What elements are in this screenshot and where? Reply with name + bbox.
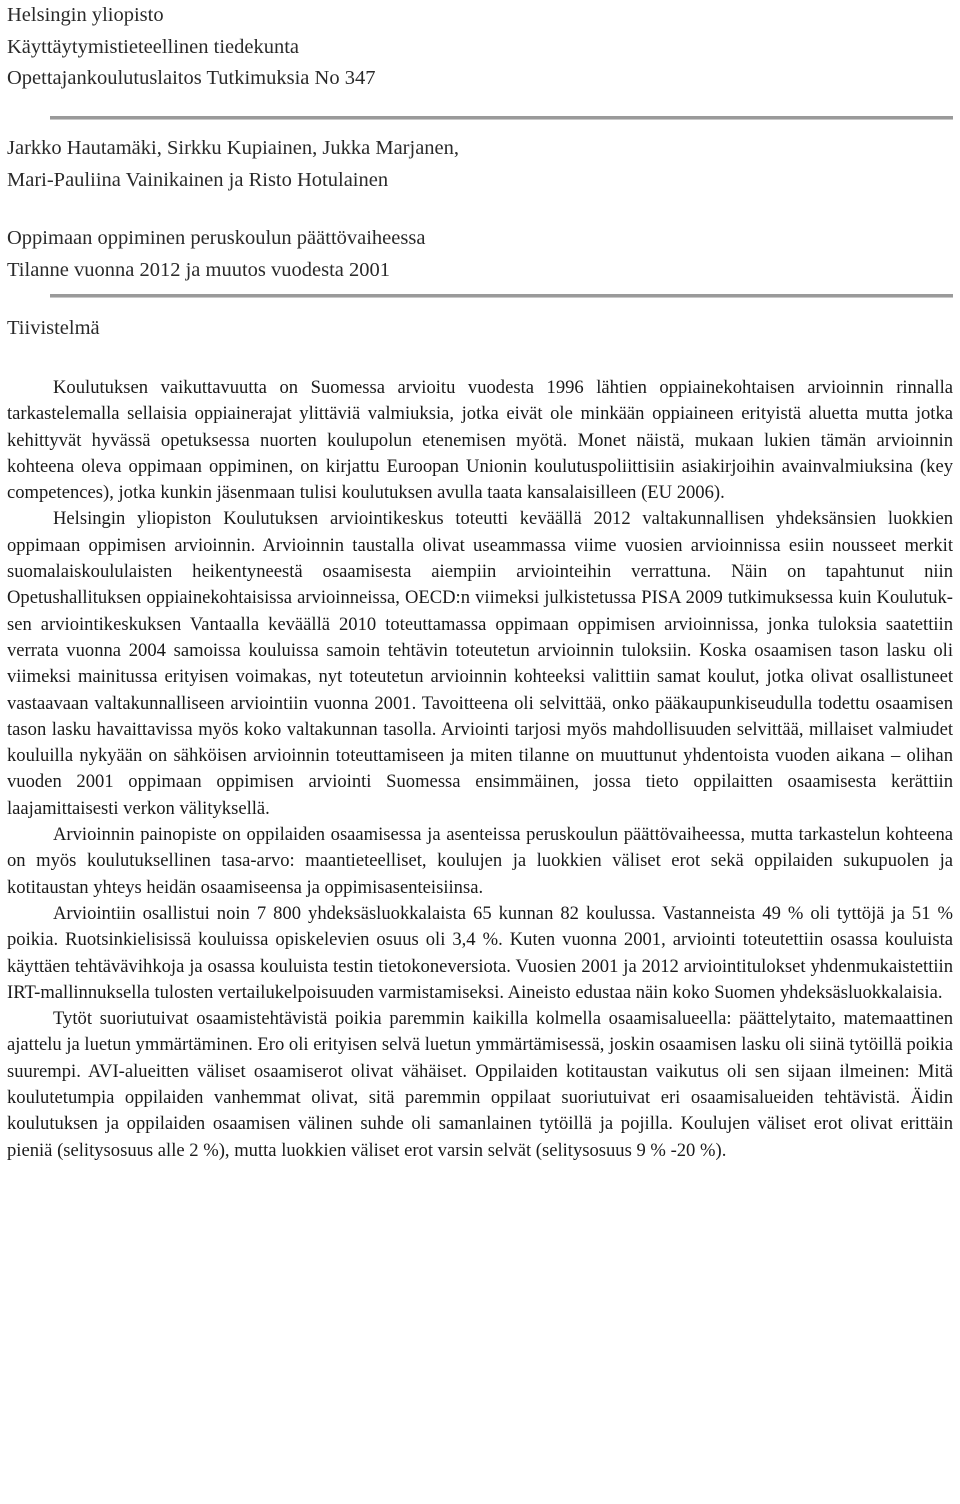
authors-line-1: Jarkko Hautamäki, Sirkku Kupiainen, Jukka Marjanen, <box>7 137 460 159</box>
bottom-divider <box>50 294 953 298</box>
faculty-name: Käyttäytymistieteellinen tiedekunta <box>7 35 300 58</box>
paragraph-1: Koulutuksen vaikuttavuutta on Suomessa arvioitu vuodesta 1996 lähtien oppiainekohtaisen arvioinnin rinnalla tarkastelemalla sellaisia oppiainerajat ylittäviä valmiuksia, jotka eivät ole minkään oppiaineen erityistä aluetta mutta jotka kehittyvät hyvässä opetuksessa nuorten koulupolun etenemisen myötä. Monet näistä, mukaan lukien tämän arvioinnin kohteena oleva oppimaan oppiminen, on kirjattu Euroopan Unionin koulutuspoliittisiin asiakirjoihin avainvalmiuksina (key competences), jotka kunkin jäsenmaan tulisi koulutuksen avulla taata kansalaisilleen (EU 2006). <box>7 377 953 504</box>
authors-line-2: Mari-Pauliina Vainikainen ja Risto Hotulainen <box>7 168 389 191</box>
section-heading: Tiivistelmä <box>7 317 100 339</box>
publisher-block <box>7 0 375 95</box>
document-subtitle: Tilanne vuonna 2012 ja muutos vuodesta 2001 <box>7 258 391 281</box>
series-name: Opettajankoulutuslaitos Tutkimuksia No 347 <box>7 67 376 89</box>
paragraph-5: Tytöt suoriutuivat osaamistehtävistä poikia paremmin kaikilla kolmella osaamisalueella: päättelytaito, matemaattinen ajattelu ja luetun ymmärtäminen. Ero oli erityisen selvä luetun ymmärtämisessä, joskin osaamisen lasku oli siinä tytöillä poikia suurempi. AVI-alueitten väliset osaamiserot olivat vähäiset. Oppilaiden kotitaustan vaikutus oli sen sijaan ilmeinen: Mitä koulutetumpia oppilaiden vanhemmat olivat, sitä paremmin oppilaat suoriutuivat eri osaamisalueiden tehtävistä. Äidin koulutuksen ja oppilaiden osaamisen välinen suhde oli samanlainen tytöillä ja pojilla. Koulujen väliset erot olivat erittäin pieniä (selitysosuus alle 2 %), mutta luokkien väliset erot varsin selvät (selitysosuus 9 % -20 %). <box>7 1008 954 1161</box>
title-block <box>7 223 425 286</box>
top-divider <box>50 116 953 120</box>
section-heading-block <box>7 313 100 345</box>
authors-block <box>7 133 459 196</box>
university-name: Helsingin yliopisto <box>7 4 164 26</box>
paragraph-3: Arvioinnin painopiste on oppilaiden osaamisessa ja asenteissa peruskoulun päättövaiheessa, mutta tarkastelun kohteena on myös koulutuksellinen tasa-arvo: maantieteelliset, koulujen ja luokkien väliset erot sekä oppilaiden sukupuolen ja kotitaustan yhteys heidän osaamiseensa ja oppimisasenteisiinsa. <box>7 824 953 898</box>
document-title: Oppimaan oppiminen peruskoulun päättövaiheessa <box>7 227 426 249</box>
paragraph-2: Helsingin yliopiston Koulutuksen arviointikeskus toteutti keväällä 2012 valtakunnallisen yhdeksänsien luokkien oppimaan oppimisen arvioinnin. Arvioinnin taustalla olivat useammassa viime vuosien arvioinnissa esiin nousseet merkit suomalaiskoululaisten heikentyneestä osaamisesta aiempiin arviointeihin verrattuna. Näin on tapahtunut niin Opetushallituksen oppiainekohtaisissa arvioinneissa, OECD:n viimeksi julkistetussa PISA 2009 tutkimuksessa kuin Koulutuksen arviointikeskuksen Vantaalla keväällä 2010 toteuttamassa oppimaan oppimisen arvioinnissa, jonka tuloksia saatettiin verrata vuonna 2004 samoissa kouluissa samoin tehtävin toteutetun arvioinnin tuloksiin. Koska osaamisen tason lasku oli viimeksi mainitussa erityisen voimakas, nyt toteutetun arvioinnin kohteeksi valittiin samat koulut, jotka olivat osallistuneet vastaavaan valtakunnalliseen arviointiin vuonna 2001. Tavoitteena oli selvittää, onko pääkaupunkiseudulla todettu osaamisen tason lasku havaittavissa myös koko valtakunnan tasolla. Arviointi tarjosi myös mahdollisuuden selvittää, millaiset valmiudet kouluilla nykyään on sähköisen arvioinnin toteuttamiseen ja miten tilanne on muuttunut yhdentoista vuoden aikana – olihan vuoden 2001 oppimaan oppimisen arviointi Suomessa ensimmäinen, jossa tieto oppilaitten osaamisesta kerättiin laajamittaisesti verkon välityksellä. <box>7 508 953 819</box>
abstract-body <box>7 375 953 1164</box>
paragraph-4: Arviointiin osallistui noin 7 800 yhdeksäsluokkalaista 65 kunnan 82 koulussa. Vastanneista 49 % oli tyttöjä ja 51 % poikia. Ruotsinkielisissä kouluissa opiskelevien osuus oli 3,4 %. Kuten vuonna 2001, arviointi toteutettiin osassa kouluista käyttäen tehtävävihkoja ja osassa kouluista testin tietokoneversiota. Vuosien 2001 ja 2012 arviointitulokset yhdenmukaistettiin IRT-mallinnuksella tulosten vertailukelpoisuuden varmistamiseksi. Aineisto edustaa näin koko Suomen yhdeksäsluokkalaisia. <box>7 902 953 1003</box>
